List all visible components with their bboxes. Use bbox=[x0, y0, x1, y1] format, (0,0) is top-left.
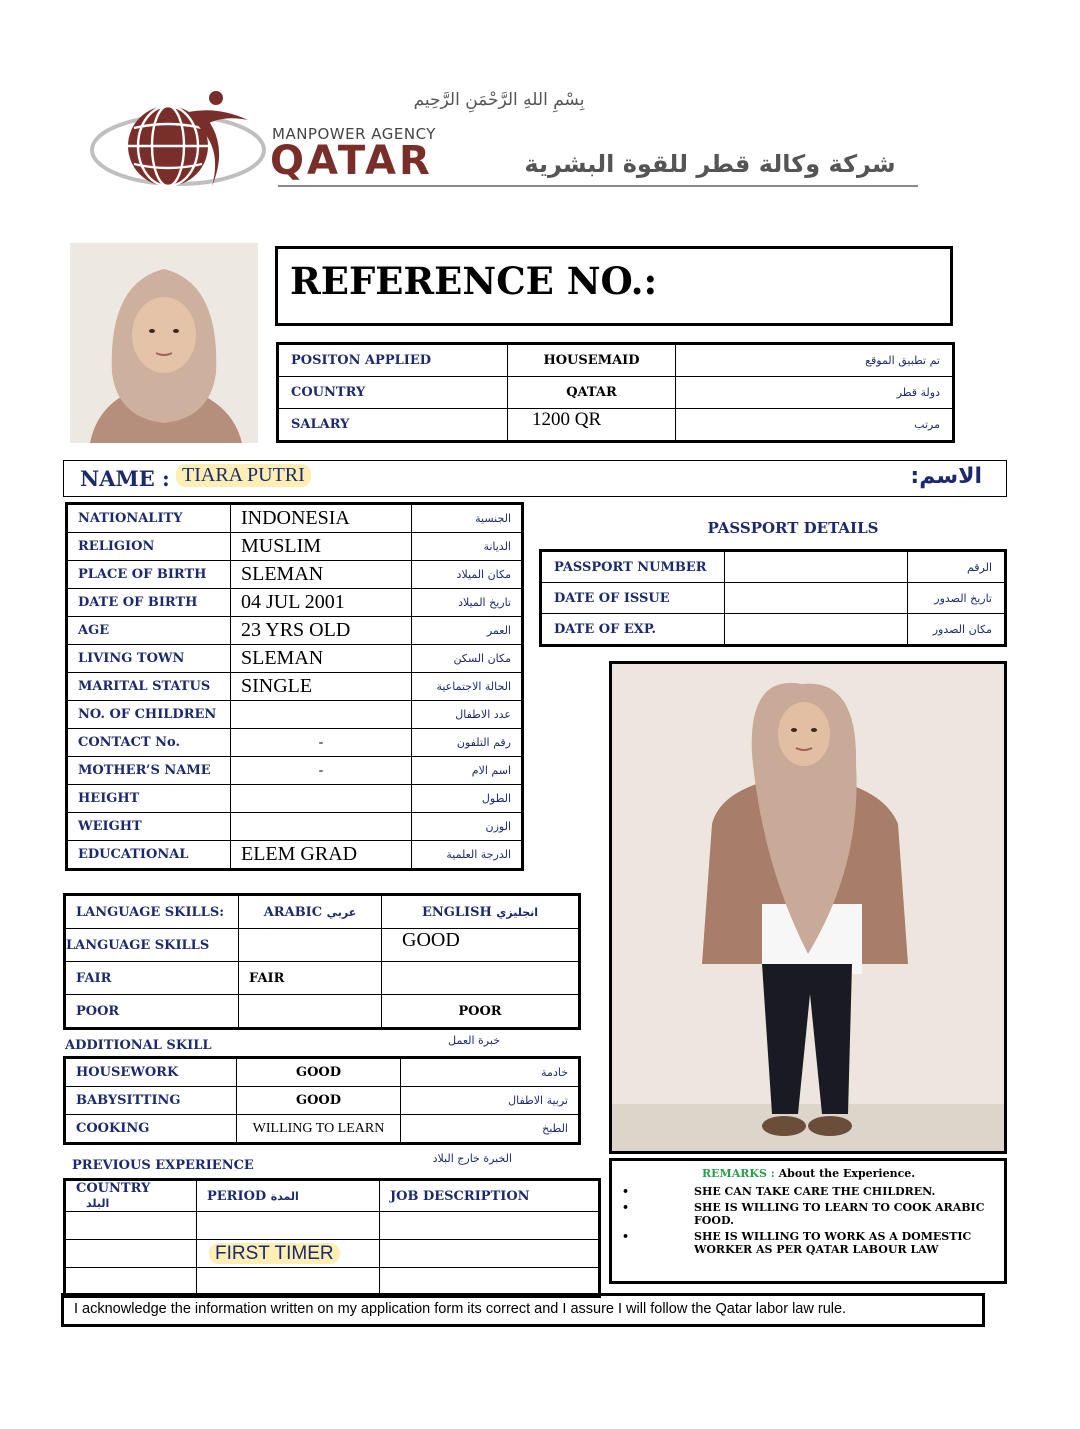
agency-name-line2: QATAR bbox=[270, 138, 433, 184]
table-row bbox=[278, 344, 954, 377]
acknowledgement-text: I acknowledge the information written on my application form its correct and I assure I will follow the Qatar labor law rule. bbox=[74, 1301, 847, 1317]
exp-country-label: COUNTRY bbox=[76, 1181, 151, 1196]
reference-box bbox=[275, 246, 953, 326]
personal-arabic: رقم التلفون bbox=[412, 729, 523, 757]
passport-title: PASSPORT DETAILS bbox=[707, 519, 879, 537]
personal-arabic: مكان الميلاد bbox=[412, 561, 523, 589]
table-row bbox=[67, 617, 523, 645]
remarks-label: REMARKS : bbox=[702, 1167, 775, 1180]
table-row bbox=[65, 1058, 580, 1087]
remarks-list bbox=[622, 1185, 992, 1256]
list-item: • SHE IS WILLING TO LEARN TO COOK ARABIC FOOD. bbox=[622, 1201, 992, 1227]
passport-label: PASSPORT NUMBER bbox=[541, 551, 725, 583]
personal-value: SINGLE bbox=[231, 673, 412, 701]
personal-label: EDUCATIONAL bbox=[67, 841, 231, 870]
table-row bbox=[67, 813, 523, 841]
table-row bbox=[541, 614, 1006, 646]
name-arabic: الاسم: bbox=[910, 464, 982, 489]
table-row bbox=[67, 589, 523, 617]
name-value: TIARA PUTRI bbox=[176, 464, 311, 487]
personal-arabic: تاريخ الميلاد bbox=[412, 589, 523, 617]
remarks-subtitle: About the Experience. bbox=[778, 1167, 916, 1180]
personal-label: NATIONALITY bbox=[67, 504, 231, 533]
skill-arabic: تربية الاطفال bbox=[401, 1087, 580, 1115]
personal-value: ELEM GRAD bbox=[231, 841, 412, 870]
language-arabic-level: FAIR bbox=[239, 962, 382, 995]
name-bar bbox=[63, 460, 1007, 497]
table-row bbox=[67, 645, 523, 673]
skill-arabic: خادمة bbox=[401, 1058, 580, 1087]
personal-label: HEIGHT bbox=[67, 785, 231, 813]
personal-label: MOTHER’S NAME bbox=[67, 757, 231, 785]
passport-arabic: الرقم bbox=[908, 551, 1006, 583]
table-row bbox=[67, 785, 523, 813]
table-row bbox=[65, 1212, 600, 1240]
skill-label: COOKING bbox=[65, 1115, 237, 1144]
exp-note: FIRST TIMER bbox=[209, 1243, 340, 1264]
job-label: POSITON APPLIED bbox=[278, 344, 508, 377]
personal-arabic: الجنسية bbox=[412, 504, 523, 533]
arabic-col-label: ARABIC bbox=[263, 904, 323, 920]
language-header-english bbox=[382, 895, 580, 929]
language-arabic-level bbox=[239, 929, 382, 962]
personal-label: RELIGION bbox=[67, 533, 231, 561]
table-row bbox=[541, 551, 1006, 583]
globe-person-logo-icon bbox=[88, 88, 268, 198]
personal-value: MUSLIM bbox=[231, 533, 412, 561]
name-label: NAME : bbox=[80, 466, 170, 491]
exp-period-label: PERIOD bbox=[207, 1188, 267, 1204]
job-table bbox=[276, 342, 955, 443]
personal-value: SLEMAN bbox=[231, 561, 412, 589]
personal-value: 23 YRS OLD bbox=[231, 617, 412, 645]
english-col-label: ENGLISH bbox=[421, 904, 492, 920]
table-row bbox=[65, 995, 580, 1029]
language-english-level: POOR bbox=[382, 995, 580, 1029]
skill-value: WILLING TO LEARN bbox=[237, 1115, 401, 1144]
table-row bbox=[65, 962, 580, 995]
job-value: HOUSEMAID bbox=[508, 344, 676, 377]
personal-label: DATE OF BIRTH bbox=[67, 589, 231, 617]
personal-value: 04 JUL 2001 bbox=[231, 589, 412, 617]
language-row-label: POOR bbox=[65, 995, 239, 1029]
language-table bbox=[63, 893, 581, 1030]
personal-arabic: مكان السكن bbox=[412, 645, 523, 673]
table-row bbox=[67, 504, 523, 533]
skill-value: GOOD bbox=[237, 1058, 401, 1087]
personal-arabic: الحالة الاجتماعية bbox=[412, 673, 523, 701]
remarks-box bbox=[609, 1158, 1007, 1284]
table-row bbox=[65, 1115, 580, 1144]
skill-value: GOOD bbox=[237, 1087, 401, 1115]
table-row bbox=[67, 757, 523, 785]
personal-label: MARITAL STATUS bbox=[67, 673, 231, 701]
passport-label: DATE OF ISSUE bbox=[541, 583, 725, 614]
exp-job-header: JOB DESCRIPTION bbox=[380, 1180, 600, 1212]
table-row bbox=[67, 841, 523, 870]
exp-country-header bbox=[65, 1180, 197, 1212]
passport-arabic: تاريخ الصدور bbox=[908, 583, 1006, 614]
personal-value: INDONESIA bbox=[231, 504, 412, 533]
passport-table bbox=[539, 549, 1007, 647]
table-row bbox=[67, 729, 523, 757]
table-row bbox=[67, 701, 523, 729]
passport-value bbox=[725, 583, 908, 614]
language-header-arabic bbox=[239, 895, 382, 929]
personal-arabic: العمر bbox=[412, 617, 523, 645]
exp-country-label-ar: البلد bbox=[86, 1197, 110, 1210]
personal-arabic: الطول bbox=[412, 785, 523, 813]
reference-label: REFERENCE NO.: bbox=[290, 259, 658, 303]
table-row bbox=[541, 583, 1006, 614]
job-arabic: دولة قطر bbox=[676, 377, 954, 409]
passport-value bbox=[725, 614, 908, 646]
face-photo bbox=[70, 243, 258, 443]
personal-arabic: عدد الاطفال bbox=[412, 701, 523, 729]
list-item: • SHE IS WILLING TO WORK AS A DOMESTIC WORKER AS PER QATAR LABOUR LAW bbox=[622, 1230, 992, 1256]
remark-text: SHE IS WILLING TO LEARN TO COOK ARABIC FOOD. bbox=[694, 1201, 985, 1227]
previous-experience-title: PREVIOUS EXPERIENCE bbox=[72, 1158, 254, 1173]
agency-name-line1: MANPOWER AGENCY bbox=[272, 125, 436, 143]
table-row bbox=[65, 929, 580, 962]
acknowledgement-box bbox=[61, 1293, 985, 1327]
table-row bbox=[67, 673, 523, 701]
personal-value: SLEMAN bbox=[231, 645, 412, 673]
personal-value bbox=[231, 701, 412, 729]
personal-value: - bbox=[231, 757, 412, 785]
language-english-level bbox=[382, 962, 580, 995]
arabic-col-label-ar: عربي bbox=[326, 905, 357, 919]
job-arabic: مرتب bbox=[676, 409, 954, 442]
agency-name-arabic: شركة وكالة قطر للقوة البشرية bbox=[524, 150, 896, 178]
table-row bbox=[65, 895, 580, 929]
table-row bbox=[67, 533, 523, 561]
personal-value bbox=[231, 813, 412, 841]
table-row bbox=[67, 561, 523, 589]
skill-arabic: الطبخ bbox=[401, 1115, 580, 1144]
table-row bbox=[65, 1180, 600, 1212]
header-divider bbox=[278, 185, 918, 187]
personal-label: PLACE OF BIRTH bbox=[67, 561, 231, 589]
language-arabic-level bbox=[239, 995, 382, 1029]
job-arabic: تم تطبيق الموقع bbox=[676, 344, 954, 377]
personal-table bbox=[65, 502, 524, 871]
experience-table bbox=[63, 1178, 601, 1298]
table-row bbox=[65, 1087, 580, 1115]
personal-arabic: اسم الام bbox=[412, 757, 523, 785]
personal-label: NO. OF CHILDREN bbox=[67, 701, 231, 729]
table-row bbox=[278, 377, 954, 409]
language-english-level: GOOD bbox=[382, 929, 580, 962]
personal-value: - bbox=[231, 729, 412, 757]
language-row-label: LANGUAGE SKILLS bbox=[65, 929, 239, 962]
basmala: بِسْمِ اللهِ الرَّحْمَنِ الرَّحِيم bbox=[413, 90, 585, 110]
previous-experience-title-ar: الخبرة خارج البلاد bbox=[432, 1152, 512, 1165]
personal-label: CONTACT No. bbox=[67, 729, 231, 757]
personal-arabic: الديانة bbox=[412, 533, 523, 561]
passport-value bbox=[725, 551, 908, 583]
job-value: QATAR bbox=[508, 377, 676, 409]
remark-text: SHE IS WILLING TO WORK AS A DOMESTIC WORKER AS PER QATAR LABOUR LAW bbox=[694, 1230, 972, 1256]
agency-logo bbox=[88, 88, 268, 198]
personal-value bbox=[231, 785, 412, 813]
personal-label: LIVING TOWN bbox=[67, 645, 231, 673]
language-header-label: LANGUAGE SKILLS: bbox=[65, 895, 239, 929]
additional-skill-title-ar: خبرة العمل bbox=[448, 1034, 500, 1047]
job-label: COUNTRY bbox=[278, 377, 508, 409]
additional-skill-title: ADDITIONAL SKILL bbox=[65, 1038, 212, 1053]
skill-label: HOUSEWORK bbox=[65, 1058, 237, 1087]
full-body-photo bbox=[609, 661, 1007, 1154]
job-label: SALARY bbox=[278, 409, 508, 442]
language-row-label: FAIR bbox=[65, 962, 239, 995]
exp-period-header bbox=[197, 1180, 380, 1212]
skill-label: BABYSITTING bbox=[65, 1087, 237, 1115]
salary-value: 1200 QR bbox=[508, 409, 676, 442]
exp-period-label-ar: المدة bbox=[270, 1189, 299, 1203]
table-row bbox=[65, 1240, 600, 1268]
personal-label: AGE bbox=[67, 617, 231, 645]
personal-arabic: الدرجة العلمية bbox=[412, 841, 523, 870]
remark-text: SHE CAN TAKE CARE THE CHILDREN. bbox=[694, 1185, 936, 1198]
additional-skill-table bbox=[63, 1056, 581, 1145]
table-row bbox=[278, 409, 954, 442]
personal-arabic: الوزن bbox=[412, 813, 523, 841]
passport-arabic: مكان الصدور bbox=[908, 614, 1006, 646]
remarks-heading bbox=[702, 1167, 915, 1180]
list-item: • SHE CAN TAKE CARE THE CHILDREN. bbox=[622, 1185, 992, 1198]
english-col-label-ar: انجليزي bbox=[496, 905, 539, 919]
passport-label: DATE OF EXP. bbox=[541, 614, 725, 646]
personal-label: WEIGHT bbox=[67, 813, 231, 841]
